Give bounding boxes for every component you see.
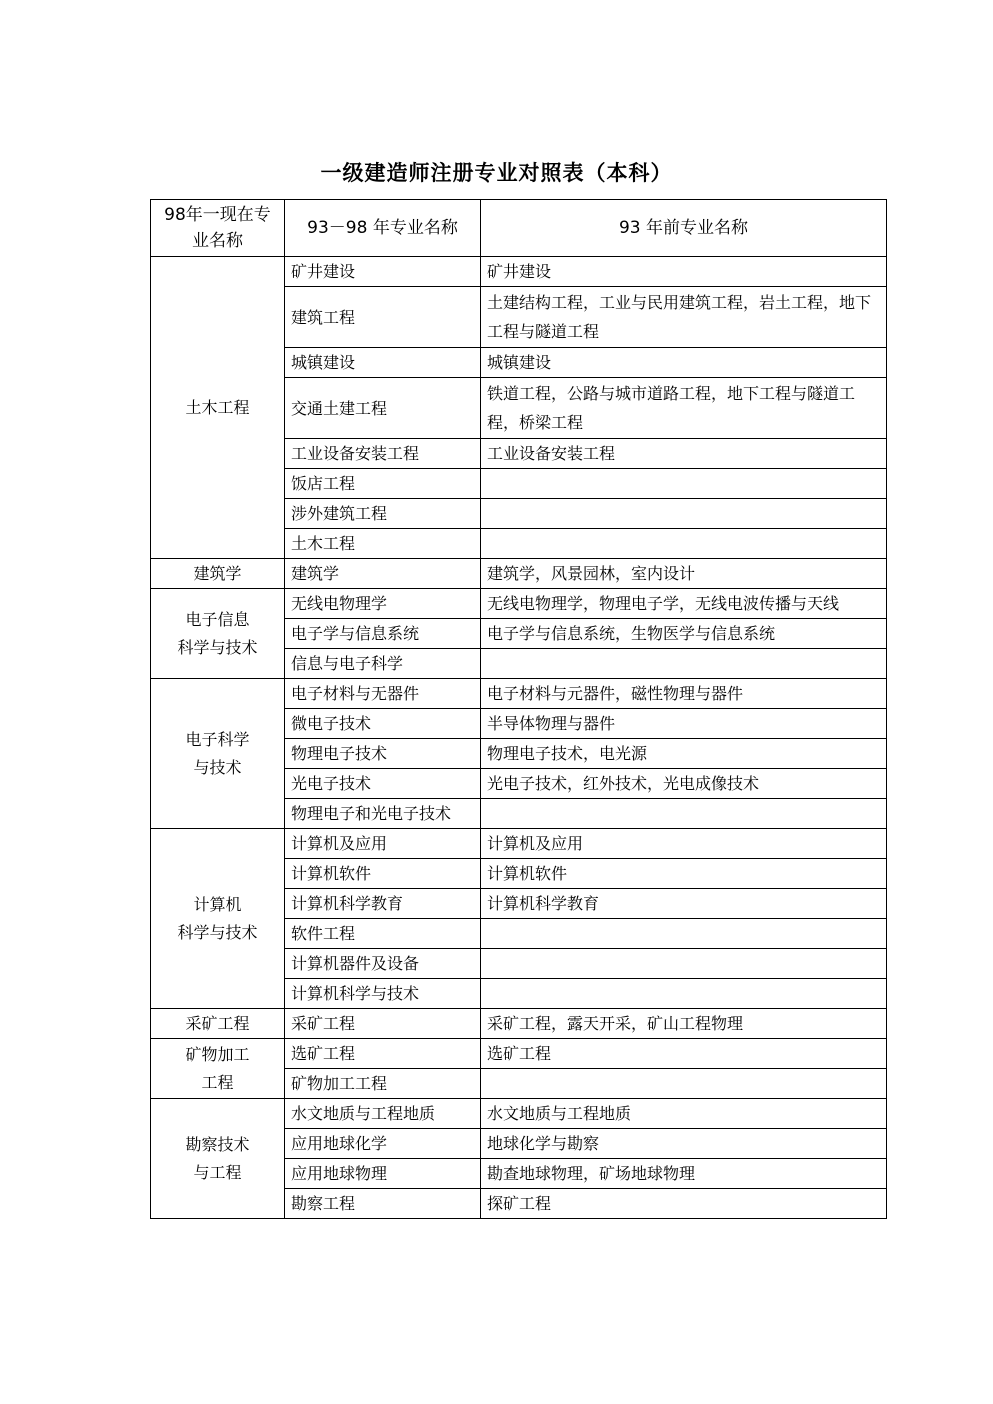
major-93-98-cell: 计算机科学教育	[285, 889, 481, 919]
major-pre-93-cell: 电子材料与元器件，磁性物理与器件	[481, 679, 887, 709]
header-93-98-major: 93－98 年专业名称	[285, 200, 481, 257]
major-pre-93-cell: 无线电物理学，物理电子学，无线电波传播与天线	[481, 589, 887, 619]
major-pre-93-cell: 铁道工程，公路与城市道路工程，地下工程与隧道工程，桥梁工程	[481, 378, 887, 439]
major-pre-93-cell: 城镇建设	[481, 348, 887, 378]
major-93-98-cell: 饭店工程	[285, 469, 481, 499]
table-row	[151, 829, 887, 859]
major-pre-93-cell	[481, 949, 887, 979]
major-pre-93-cell: 半导体物理与器件	[481, 709, 887, 739]
major-93-98-cell: 矿井建设	[285, 257, 481, 287]
header-current-major: 98年一现在专 业名称	[151, 200, 285, 257]
header-pre-93-major: 93 年前专业名称	[481, 200, 887, 257]
major-93-98-cell: 交通土建工程	[285, 378, 481, 439]
major-93-98-cell: 勘察工程	[285, 1189, 481, 1219]
major-pre-93-cell: 物理电子技术，电光源	[481, 739, 887, 769]
major-comparison-table	[150, 199, 887, 1219]
table-row	[151, 1039, 887, 1069]
major-pre-93-cell: 选矿工程	[481, 1039, 887, 1069]
current-major-cell: 计算机 科学与技术	[151, 829, 285, 1009]
major-93-98-cell: 计算机科学与技术	[285, 979, 481, 1009]
major-93-98-cell: 计算机器件及设备	[285, 949, 481, 979]
current-major-cell: 建筑学	[151, 559, 285, 589]
table-row	[151, 1009, 887, 1039]
major-93-98-cell: 电子材料与无器件	[285, 679, 481, 709]
table-row	[151, 1099, 887, 1129]
major-93-98-cell: 建筑学	[285, 559, 481, 589]
major-pre-93-cell	[481, 1069, 887, 1099]
table-row	[151, 257, 887, 287]
major-pre-93-cell: 地球化学与勘察	[481, 1129, 887, 1159]
major-pre-93-cell	[481, 499, 887, 529]
major-pre-93-cell: 计算机软件	[481, 859, 887, 889]
major-93-98-cell: 微电子技术	[285, 709, 481, 739]
page-title: 一级建造师注册专业对照表（本科）	[320, 160, 673, 185]
major-93-98-cell: 应用地球化学	[285, 1129, 481, 1159]
major-93-98-cell: 土木工程	[285, 529, 481, 559]
table-header-row	[151, 200, 887, 257]
major-93-98-cell: 应用地球物理	[285, 1159, 481, 1189]
major-93-98-cell: 水文地质与工程地质	[285, 1099, 481, 1129]
major-93-98-cell: 软件工程	[285, 919, 481, 949]
major-93-98-cell: 光电子技术	[285, 769, 481, 799]
major-93-98-cell: 物理电子技术	[285, 739, 481, 769]
current-major-cell: 勘察技术 与工程	[151, 1099, 285, 1219]
major-pre-93-cell	[481, 649, 887, 679]
major-93-98-cell: 工业设备安装工程	[285, 439, 481, 469]
major-pre-93-cell: 电子学与信息系统，生物医学与信息系统	[481, 619, 887, 649]
table-body	[151, 257, 887, 1219]
major-pre-93-cell: 计算机科学教育	[481, 889, 887, 919]
major-93-98-cell: 物理电子和光电子技术	[285, 799, 481, 829]
major-pre-93-cell: 勘查地球物理，矿场地球物理	[481, 1159, 887, 1189]
major-93-98-cell: 无线电物理学	[285, 589, 481, 619]
table-row	[151, 679, 887, 709]
major-pre-93-cell: 采矿工程，露天开采，矿山工程物理	[481, 1009, 887, 1039]
major-93-98-cell: 矿物加工工程	[285, 1069, 481, 1099]
major-93-98-cell: 计算机软件	[285, 859, 481, 889]
major-pre-93-cell: 光电子技术，红外技术，光电成像技术	[481, 769, 887, 799]
major-93-98-cell: 城镇建设	[285, 348, 481, 378]
current-major-cell: 电子信息 科学与技术	[151, 589, 285, 679]
major-93-98-cell: 信息与电子科学	[285, 649, 481, 679]
major-pre-93-cell: 探矿工程	[481, 1189, 887, 1219]
major-pre-93-cell	[481, 979, 887, 1009]
major-93-98-cell: 选矿工程	[285, 1039, 481, 1069]
major-pre-93-cell	[481, 919, 887, 949]
major-pre-93-cell: 矿井建设	[481, 257, 887, 287]
major-pre-93-cell	[481, 529, 887, 559]
current-major-cell: 电子科学 与技术	[151, 679, 285, 829]
major-93-98-cell: 计算机及应用	[285, 829, 481, 859]
major-93-98-cell: 涉外建筑工程	[285, 499, 481, 529]
major-pre-93-cell: 计算机及应用	[481, 829, 887, 859]
major-pre-93-cell	[481, 799, 887, 829]
table-row	[151, 559, 887, 589]
current-major-cell: 矿物加工 工程	[151, 1039, 285, 1099]
major-pre-93-cell: 建筑学，风景园林，室内设计	[481, 559, 887, 589]
major-93-98-cell: 建筑工程	[285, 287, 481, 348]
major-pre-93-cell	[481, 469, 887, 499]
major-93-98-cell: 电子学与信息系统	[285, 619, 481, 649]
major-pre-93-cell: 水文地质与工程地质	[481, 1099, 887, 1129]
major-pre-93-cell: 土建结构工程，工业与民用建筑工程，岩土工程，地下工程与隧道工程	[481, 287, 887, 348]
major-pre-93-cell: 工业设备安装工程	[481, 439, 887, 469]
table-row	[151, 589, 887, 619]
current-major-cell: 土木工程	[151, 257, 285, 559]
current-major-cell: 采矿工程	[151, 1009, 285, 1039]
major-93-98-cell: 采矿工程	[285, 1009, 481, 1039]
